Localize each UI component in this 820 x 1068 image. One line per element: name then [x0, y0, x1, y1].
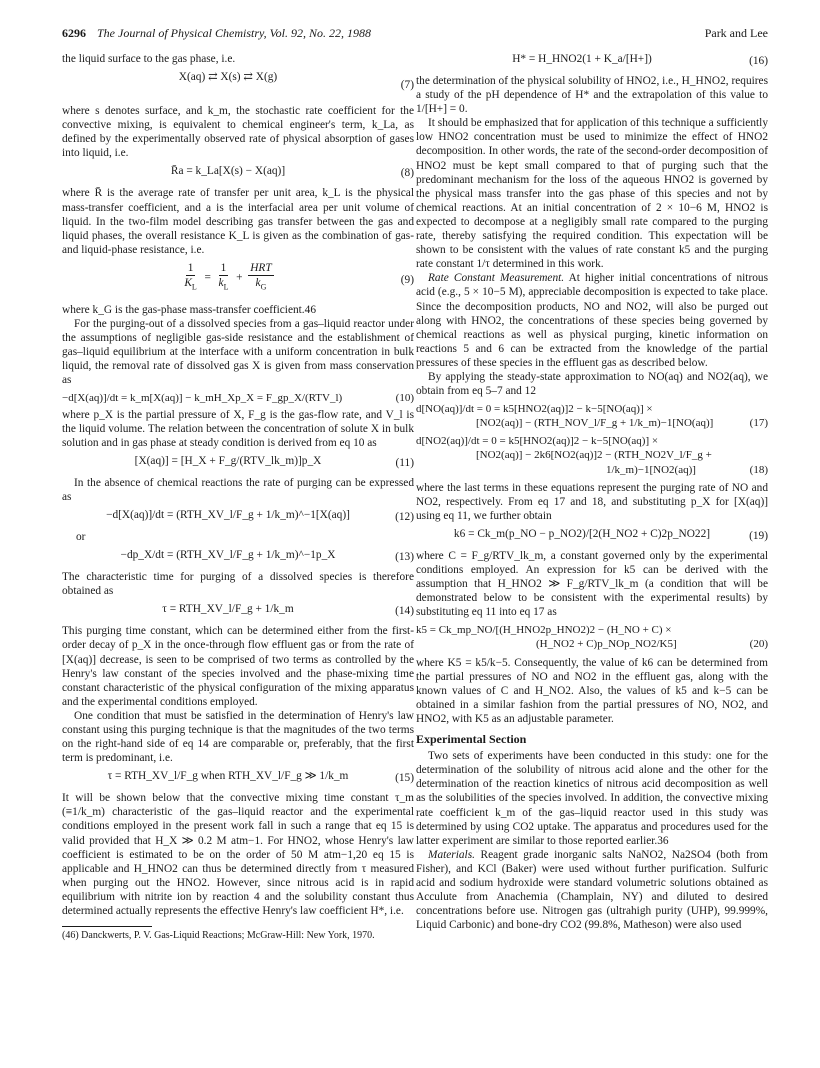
- equation-18: [416, 434, 768, 476]
- equation-number: (8): [400, 167, 414, 180]
- equation-number: (9): [400, 273, 414, 286]
- paragraph: where K5 = k5/k−5. Consequently, the value of k6 can be determined from the partial pressures of NO and NO2 in the effluent gas, along with the known values of C and H_NO2. Also, the values of k5 and k−5 can be obtained in a similar fashion from the partial pressures of NO, NO2, and HNO2, with K5 as an adjustable parameter.: [416, 656, 768, 725]
- paragraph: This purging time constant, which can be determined either from the first-order decay of p_X in the once-through flow effluent gas or from the rate of [X(aq)] decrease, is seen to be comprised of two terms as controlled by the Henry's law constant of the species involved and the phase-mixing time constant characteristic of the physical configuration of the mixing apparatus and the experimental conditions employed.: [62, 625, 414, 708]
- paragraph: By applying the steady-state approximation to NO(aq) and NO2(aq), we obtain from eq 5–7 and 12: [416, 370, 768, 398]
- equation-body: R̄a = k_La[X(s) − X(aq)]: [170, 165, 286, 178]
- equation-body: H* = H_HNO2(1 + K_a/[H+]): [512, 53, 652, 65]
- equation-number: (17): [749, 417, 768, 430]
- equation-body: −dp_X/dt = (RTH_XV_l/F_g + 1/k_m)^−1p_X: [120, 549, 336, 562]
- paragraph: [416, 848, 768, 933]
- paragraph: [416, 271, 768, 370]
- equation-continuation: [NO2(aq)] − (RTH_NOV_l/F_g + 1/k_m)−1[NO(aq)]: [476, 417, 714, 430]
- equation-number: (20): [749, 638, 768, 651]
- paragraph-text: Reagent grade inorganic salts NaNO2, Na2SO4 (both from Fisher), and KCl (Baker) were used without further purification. Sulfuric acid and sodium hydroxide were standard volumetric solutions obtained as Acculute from Anachemia (Champlain, NY) and diluted to desired concentrations before use. Nitrogen gas (ultrahigh purity (UHP), 99.999%, Liquid Carbonic) and bone-dry CO2 (99.8%, Matheson) were also used: [416, 848, 768, 932]
- left-column: [62, 52, 414, 942]
- equation-13: [62, 548, 414, 566]
- paragraph: For the purging-out of a dissolved species from a gas–liquid reactor under the assumptions of negligible gas-side resistance and the establishment of gas–liquid equilibrium at the interface with a uniform concentration in bulk liquid, the removal rate of dissolved gas X is given from mass conservation as: [62, 318, 414, 387]
- paragraph: In the absence of chemical reactions the rate of purging can be expressed as: [62, 476, 414, 503]
- paragraph: One condition that must be satisfied in the determination of Henry's law constant using this purging technique is that the magnitudes of the two terms on the right-hand side of eq 14 are comparable or, preferably, that the first term is predominant, i.e.: [62, 709, 414, 765]
- paragraph: where R̄ is the average rate of transfer per unit area, k_L is the physical mass-transfer coefficient, and a is the interfacial area per unit volume of liquid. In the two-film model describing gas transfer between the gas and liquid phases, the overall resistance K_L is given as the combination of gas- and liquid-phase resistance, i.e.: [62, 187, 414, 256]
- fraction: $\frac{1}{k_L}$: [218, 261, 229, 292]
- paragraph-text: At higher initial concentrations of nitrous acid (e.g., 5 × 10−5 M), appreciable decomposition is expected to take place. Since the decomposition products, NO and NO2, will also be purged out along with HNO2, the concentrations of these species being governed by chemical reactions as well as physical purging, kinetic information on reactions 5 and 6 can be extracted from the knowledge of the partial pressures of these species in the effluent gas as described below.: [416, 272, 768, 369]
- fraction: $\frac{1}{K_L}$: [184, 261, 197, 292]
- running-header: [62, 26, 768, 44]
- run-in-heading: Materials.: [428, 848, 475, 861]
- run-in-heading: Rate Constant Measurement.: [428, 272, 565, 285]
- equation-12: [62, 508, 414, 526]
- equation-line: k5 = Ck_mp_NO/[(H_HNO2p_HNO2)2 − (H_NO + C) ×: [416, 624, 672, 637]
- equation-continuation: (H_NO2 + C)p_NOp_NO2/K5]: [536, 638, 677, 651]
- paragraph: The characteristic time for purging of a dissolved species is therefore obtained as: [62, 571, 414, 598]
- page-number: 6296: [62, 26, 86, 40]
- equation-body: −d[X(aq)]/dt = (RTH_XV_l/F_g + 1/k_m)^−1[X(aq)]: [106, 509, 350, 522]
- equation-number: (19): [749, 529, 768, 542]
- equation-line: d[NO2(aq)]/dt = 0 = k5[HNO2(aq)]2 − k−5[NO(aq)] ×: [416, 435, 659, 448]
- equation-9: [62, 261, 414, 299]
- equation-line: [416, 416, 768, 430]
- equation-line: d[NO(aq)]/dt = 0 = k5[HNO2(aq)]2 − k−5[NO(aq)] ×: [416, 403, 653, 416]
- equation-11: [62, 454, 414, 472]
- equation-number: (12): [395, 511, 414, 524]
- equation-body: $\frac{1}{K_L}$ = $\frac{1}{k_L}$ + $\frac{\text{HRT}}{k_G}$: [182, 261, 293, 294]
- journal-citation: The Journal of Physical Chemistry, Vol. 92, No. 22, 1988: [97, 26, 371, 40]
- equation-number: (10): [395, 391, 414, 404]
- paragraph: where C = F_g/RTV_lk_m, a constant governed only by the experimental conditions employed. An expression for k5 can be derived with the assumption that H_HNO2 ≫ F_g/RTV_lk_m (a condition that will be demonstrated below to be consistent with the experimental results) by substituting eq 11 into eq 17 as: [416, 549, 768, 619]
- equation-body: τ = RTH_XV_l/F_g when RTH_XV_l/F_g ≫ 1/k_m: [107, 770, 349, 783]
- equation-number: (15): [395, 772, 414, 785]
- paragraph: Two sets of experiments have been conducted in this study: one for the determination of the solubility of nitrous acid alone and the other for the determination of the reaction kinetics of nitrous acid decomposition as well as the solubilities of the species involved. In addition, the convective mixing rate coefficient k_m of the gas–liquid reactor used in this study was determined by using CO2 uptake. The apparatus and procedures used for the latter experiment are similar to those reported earlier.36: [416, 750, 768, 847]
- equation-body: X(aq) ⇄ X(s) ⇄ X(g): [178, 71, 278, 84]
- paragraph: the liquid surface to the gas phase, i.e.: [62, 53, 236, 65]
- paragraph: where s denotes surface, and k_m, the stochastic rate coefficient for the convective mixing, is equivalent to chemical engineer's term, k_La, as defined by the experimentally observed rate of physical absorption of gases into liquid, i.e.: [62, 105, 414, 160]
- equation-body: τ = RTH_XV_l/F_g + 1/k_m: [162, 603, 294, 616]
- equation-number: (11): [395, 456, 414, 469]
- equation-16: [416, 52, 768, 70]
- equation-14: [62, 602, 414, 620]
- equation-number: (16): [749, 55, 768, 67]
- equation-20: [416, 623, 768, 651]
- equation-continuation: 1/k_m)−1[NO2(aq)]: [606, 463, 696, 476]
- equation-number: (18): [749, 463, 768, 476]
- equation-body: k6 = Ck_m(p_NO − p_NO2)/[2(H_NO2 + C)2p_NO22]: [453, 527, 711, 540]
- equation-body: [X(aq)] = [H_X + F_g/(RTV_lk_m)]p_X: [134, 454, 322, 467]
- equation-line: [NO2(aq)] − 2k6[NO2(aq)]2 − (RTH_NO2V_l/F_g +: [476, 449, 712, 462]
- or-connector: or: [76, 531, 86, 544]
- paragraph: the determination of the physical solubility of HNO2, i.e., H_HNO2, requires a study of the pH dependence of H* and the extrapolation of this value to 1/[H+] = 0.: [416, 75, 768, 116]
- paragraph: It should be emphasized that for application of this technique a sufficiently low HNO2 concentration must be used to minimize the effect of HNO2 decomposition. In other words, the rate of the second-order decomposition of HNO2 must be kept small compared to that of purging such that the predominant mechanism for the loss of the aqueous HNO2 is governed by the physical mass transfer into the gas phase of this species and not by chemical reactions. At an initial concentration of 2 × 10−6 M, HNO2 is expected to decompose at a negligibly small rate compared to the purging rate, thereby satisfying the required condition. This expectation will be shown to be consistent with the values of rate constant k5 and the purging rate constant 1/τ determined in this work.: [416, 117, 768, 271]
- equation-number: (14): [395, 605, 414, 618]
- equation-line: [416, 463, 768, 477]
- fraction: $\frac{\text{HRT}}{k_G}$: [250, 261, 272, 292]
- equation-number: (7): [400, 79, 414, 92]
- equation-19: [416, 527, 768, 545]
- equation-7: [62, 70, 414, 100]
- footnote-46: (46) Danckwerts, P. V. Gas-Liquid Reactions; McGraw-Hill: New York, 1970.: [62, 930, 375, 942]
- equation-17: [416, 402, 768, 430]
- equation-number: (13): [395, 551, 414, 564]
- author-names: Park and Lee: [704, 26, 768, 40]
- right-column: [416, 52, 768, 932]
- paragraph: where p_X is the partial pressure of X, F_g is the gas-flow rate, and V_l is the liquid volume. The relation between the concentration of solute X in bulk solution and in gas phase at steady condition is derived from eq 10 as: [62, 408, 414, 449]
- equation-8: [62, 164, 414, 182]
- footnote-divider: [62, 926, 152, 927]
- paragraph: where the last terms in these equations represent the purging rate of NO and NO2, respectively. From eq 17 and 18, and substituting p_X for [X(aq)] using eq 11, we further obtain: [416, 481, 768, 522]
- equation-body: −d[X(aq)]/dt = k_m[X(aq)] − k_mH_Xp_X = F_gp_X/(RTV_l): [62, 391, 343, 404]
- paragraph: It will be shown below that the convective mixing time constant τ_m (≡1/k_m) characteristic of the gas–liquid reactor and the experimental conditions employed in the present work fall in such a range that eq 15 is valid provided that H_X ≫ 0.2 M atm−1. For HNO2, whose Henry's law coefficient is estimated to be on the order of 50 M atm−1,20 eq 15 is applicable and H_HNO2 can thus be determined directly from τ measured when purging out the HNO2. However, since nitrous acid is in rapid equilibrium with nitrite ion by reaction 4 and the solubility constant thus determined actually represents the effective Henry's law coefficient H*, i.e.: [62, 792, 414, 918]
- equation-10: [62, 391, 414, 405]
- equation-15: [62, 769, 414, 787]
- paragraph: where k_G is the gas-phase mass-transfer coefficient.46: [62, 303, 316, 316]
- equation-line: [416, 637, 768, 651]
- section-heading: Experimental Section: [416, 732, 527, 747]
